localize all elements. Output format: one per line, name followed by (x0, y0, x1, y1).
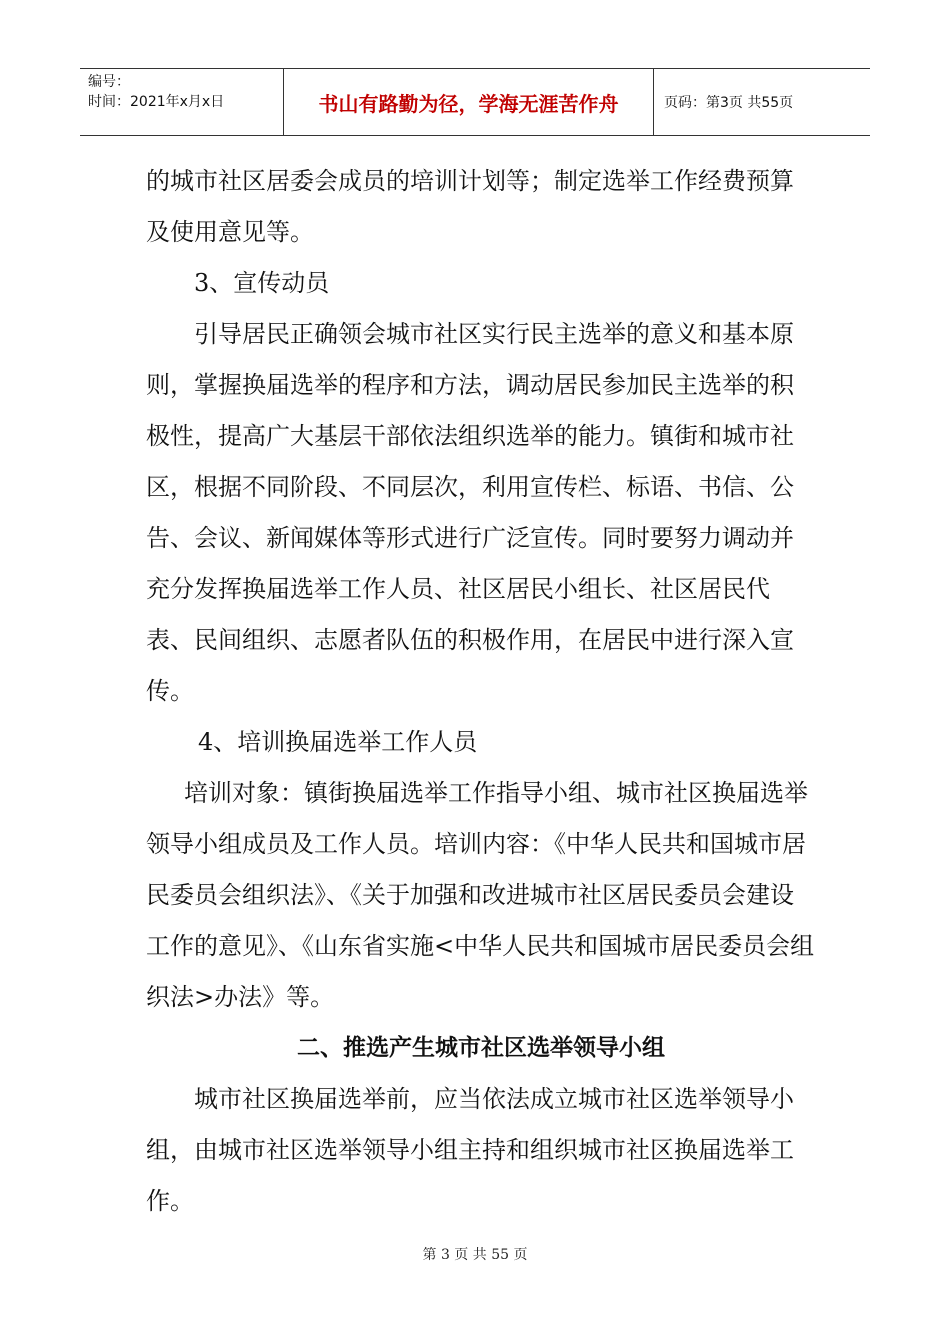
paragraph-continuation: 的城市社区居委会成员的培训计划等；制定选举工作经费预算及使用意见等。 (146, 167, 794, 246)
paragraph-publicity: 引导居民正确领会城市社区实行民主选举的意义和基本原则，掌握换届选举的程序和方法，调动居民参加民主选举的积极性，提高广大基层干部依法组织选举的能力。镇街和城市社区，根据不同阶段、不同层次，利用宣传栏、标语、书信、公告、会议、新闻媒体等形式进行广泛宣传。同时要努力调动并充分发挥换届选举工作人员、社区居民小组长、社区居民代表、民间组织、志愿者队伍的积极作用，在居民中进行深入宣传。 (146, 320, 794, 705)
header-motto: 书山有路勤为径，学海无涯苦作舟 (283, 69, 654, 135)
section-heading-training: 4、培训换届选举工作人员 (198, 728, 478, 756)
section-heading-publicity: 3、宣传动员 (194, 269, 330, 297)
page-footer: 第 3 页 共 55 页 (422, 1247, 528, 1263)
document-body (146, 156, 816, 1227)
document-date-label: 时间：2021年x月x日 (88, 94, 225, 110)
header-meta (80, 69, 283, 135)
paragraph-leadership-group: 城市社区换届选举前，应当依法成立城市社区选举领导小组，由城市社区选举领导小组主持和组织城市社区换届选举工作。 (146, 1085, 794, 1215)
paragraph-training: 培训对象：镇街换届选举工作指导小组、城市社区换届选举领导小组成员及工作人员。培训内容：《中华人民共和国城市居民委员会组织法》、《关于加强和改进城市社区居民委员会建设工作的意见》、《山东省实施<中华人民共和国城市居民委员会组织法>办法》等。 (146, 779, 815, 1011)
document-number-label: 编号： (88, 74, 130, 90)
page-header (80, 68, 870, 136)
header-page-label: 页码：第3页 共55页 (664, 95, 794, 111)
chapter-heading-leadership-group: 二、推选产生城市社区选举领导小组 (297, 1035, 665, 1061)
